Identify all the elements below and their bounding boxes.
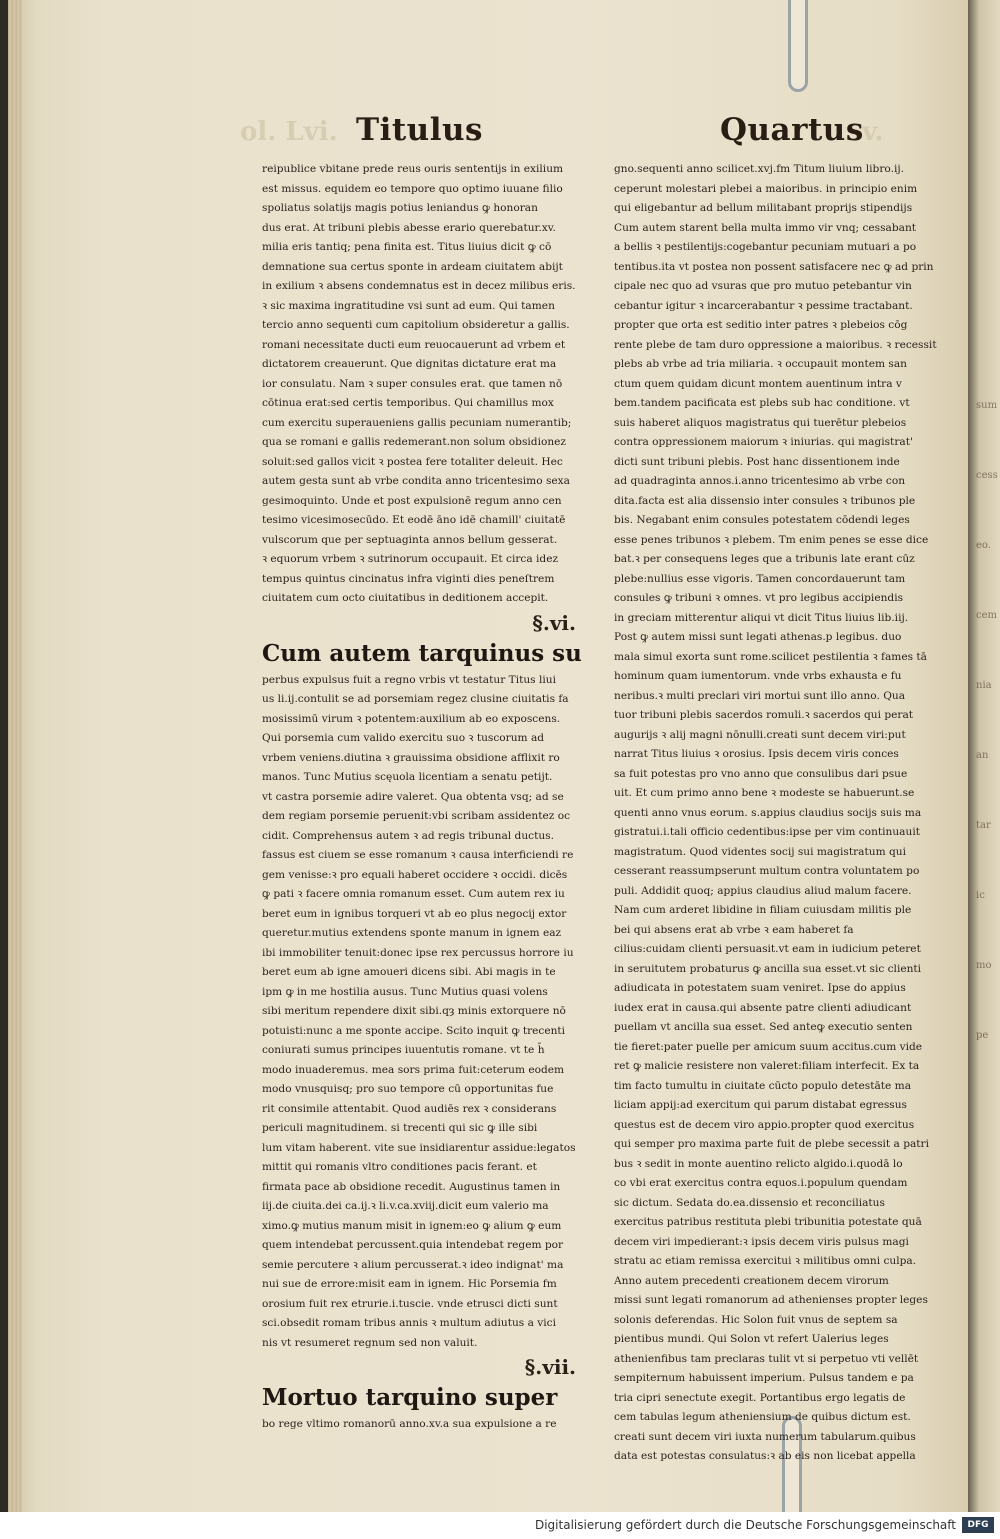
left-column-line: tercio anno sequenti cum capitolium obsideretur a gallis. xyxy=(262,319,570,331)
left-column-line: perbus expulsus fuit a regno vrbis vt testatur Titus liui xyxy=(262,673,556,686)
right-column-line: bus ꝛ sedit in monte auentino relicto algido.i.quodā lo xyxy=(614,1157,903,1170)
text-column-right xyxy=(614,160,952,1467)
right-column-line: puellam vt ancilla sua esset. Sed anteꝙ executio senten xyxy=(614,1021,913,1033)
right-column-line: tentibus.ita vt postea non possent satisfacere nec ꝙ ad prin xyxy=(614,260,934,273)
right-column-line: ctum quem quidam dicunt montem auentinum intra v xyxy=(614,377,902,390)
left-column-line: beret eum ab igne amoueri dicens sibi. Abi magis in te xyxy=(262,966,556,978)
left-column-line: qua se romani e gallis redemerant.non solum obsidionez xyxy=(262,436,567,448)
left-column-line: potuisti:nunc a me sponte accipe. Scito inquit ꝙ trecenti xyxy=(262,1024,566,1037)
right-column-line: mala simul exorta sunt rome.scilicet pestilentia ꝛ fames tā xyxy=(614,650,927,663)
right-column-line: neribus.ꝛ multi preclari viri mortui sunt illo anno. Qua xyxy=(614,689,906,702)
left-column-line: soluit:sed gallos vicit ꝛ postea fere totaliter deleuit. Hec xyxy=(262,455,563,468)
left-column-line: in exilium ꝛ absens condemnatus est in decez milibus eris. xyxy=(262,280,576,292)
right-column-line: qui semper pro maxima parte fuit de plebe secessit a patri xyxy=(614,1138,930,1150)
left-column-paragraph-3 xyxy=(262,1415,598,1435)
right-column-line: ad quadraginta annos.i.anno tricentesimo ab vrbe con xyxy=(614,475,906,487)
right-column-line: creati sunt decem viri iuxta numerum tabularum.quibus xyxy=(614,1430,916,1443)
right-column-line: sa fuit potestas pro vno anno que consulibus dari psue xyxy=(614,767,908,780)
left-column-line: demnatione sua certus sponte in ardeam ciuitatem abijt xyxy=(262,260,563,273)
right-column-line: co vbi erat exercitus contra equos.i.populum quendam xyxy=(614,1177,908,1189)
right-column-line: pientibus mundi. Qui Solon vt refert Ualerius leges xyxy=(614,1333,889,1345)
left-column-line: ipm ꝙ in me hostilia ausus. Tunc Mutius quasi volens xyxy=(262,985,548,998)
right-column-line: consules ꝙ tribuni ꝛ omnes. vt pro legibus accipiendis xyxy=(614,592,904,604)
left-column-line: beret eum in ignibus torqueri vt ab eo plus negocij extor xyxy=(262,907,567,920)
left-column-line: romani necessitate ducti eum reuocauerunt ad vrbem et xyxy=(262,338,566,351)
left-column-paragraph-2 xyxy=(262,671,598,1354)
right-column-line: liciam appij:ad exercitum qui parum distabat egressus xyxy=(614,1099,907,1111)
left-column-line: manos. Tunc Mutius scęuola licentiam a senatu petijt. xyxy=(262,771,553,783)
right-column-line: puli. Addidit quoq; appius claudius aliud malum facere. xyxy=(614,884,912,897)
show-through-text-right: v. xyxy=(862,117,884,147)
right-column-line: rente plebe de tam duro oppressione a maioribus. ꝛ recessit xyxy=(614,338,937,351)
right-column-text xyxy=(614,160,952,1467)
right-column-line: bis. Negabant enim consules potestatem cōdendi leges xyxy=(614,514,910,526)
left-column-line: tesimo vicesimosecūdo. Et eodē āno idē chamill' ciuitatē xyxy=(262,514,566,526)
right-column-line: gistratui.i.tali officio cedentibus:ipse per vim continuauit xyxy=(614,826,920,838)
left-column-line: gesimoquinto. Unde et post expulsionē regum anno cen xyxy=(262,494,562,507)
right-column-line: ceperunt molestari plebei a maioribus. in principio enim xyxy=(614,182,918,195)
left-column-paragraph-1 xyxy=(262,160,598,609)
left-column-line: modo inuaderemus. mea sors prima fuit:ceterum eodem xyxy=(262,1063,565,1076)
section-mark-6: §.vi. xyxy=(532,610,576,635)
right-column-line: dita.facta est alia dissensio inter consules ꝛ tribunos ple xyxy=(614,494,916,507)
right-column-line: sic dictum. Sedata do.ea.dissensio et reconciliatus xyxy=(614,1196,885,1209)
left-column-line: ximo.ꝙ mutius manum misit in ignem:eo ꝙ alium ꝙ eum xyxy=(262,1219,562,1232)
left-column-line: autem gesta sunt ab vrbe condita anno tricentesimo sexa xyxy=(262,475,570,487)
right-column-line: cesserant reassumpserunt multum contra voluntatem po xyxy=(614,865,920,877)
right-column-line: bei qui absens erat ab vrbe ꝛ eam haberet fa xyxy=(614,923,854,936)
left-column-line: firmata pace ab obsidione recedit. Augustinus tamen in xyxy=(262,1180,561,1193)
right-column-line: gno.sequenti anno scilicet.xvj.fm Titum liuium libro.ij. xyxy=(614,163,904,175)
left-column-line: nis vt resumeret regnum sed non valuit. xyxy=(262,1336,478,1349)
right-column-line: cipale nec quo ad vsuras que pro mutuo petebantur vin xyxy=(614,280,912,292)
left-column-line: semie percutere ꝛ alium percusserat.ꝛ ideo indignat' ma xyxy=(262,1258,564,1271)
left-column-line: dictatorem creauerunt. Que dignitas dictature erat ma xyxy=(262,358,557,370)
right-column-line: narrat Titus liuius ꝛ orosius. Ipsis decem viris conces xyxy=(614,748,899,760)
right-column-line: qui eligebantur ad bellum militabant proprijs stipendijs xyxy=(614,202,913,214)
right-column-line: magistratum. Quod videntes socij sui magistratum qui xyxy=(614,845,906,858)
right-column-line: questus est de decem viro appio.propter quod exercitus xyxy=(614,1118,915,1131)
right-column-line: stratu ac etiam remissa exercitui ꝛ militibus omni culpa. xyxy=(614,1255,917,1267)
facing-page-fragment: tar xyxy=(976,820,991,831)
show-through-text-left: ol. Lvi. xyxy=(240,117,338,147)
left-column-line: vt castra porsemie adire valeret. Qua obtenta vsq; ad se xyxy=(262,790,564,803)
right-column-line: plebs ab vrbe ad tria miliaria. ꝛ occupauit montem san xyxy=(614,358,907,370)
left-column-line: mittit qui romanis vltro conditiones pacis ferant. et xyxy=(262,1161,537,1173)
left-column-line: modo vnusquisq; pro suo tempore cū opportunitas fue xyxy=(262,1083,554,1095)
right-column-line: sempiternum habuissent imperium. Pulsus tandem e pa xyxy=(614,1372,914,1384)
left-column-line: sibi meritum rependere dixit sibi.qȝ minis extorquere nō xyxy=(262,1005,566,1017)
facing-page-fragment: nia xyxy=(976,680,992,691)
facing-page-fragment: cess xyxy=(976,470,998,481)
right-column-line: decem viri impedierant:ꝛ ipsis decem viris pulsus magi xyxy=(614,1235,909,1248)
left-column-line: ꝙ pati ꝛ facere omnia romanum esset. Cum autem rex iu xyxy=(262,888,565,900)
left-column-line: ciuitatem cum octo ciuitatibus in deditionem accepit. xyxy=(262,592,549,604)
facing-page-fragment: ic xyxy=(976,890,985,901)
left-column-line: cōtinua erat:sed certis temporibus. Qui chamillus mox xyxy=(262,397,554,409)
right-column-line: uit. Et cum primo anno bene ꝛ modeste se habuerunt.se xyxy=(614,787,915,799)
right-column-line: Anno autem precedenti creationem decem virorum xyxy=(614,1274,889,1287)
right-column-line: augurijs ꝛ alij magni nōnulli.creati sunt decem viri:put xyxy=(614,728,906,741)
left-column-line: milia eris tantiq; pena finita est. Titus liuius dicit ꝙ cō xyxy=(262,241,552,253)
left-column-line: nui sue de errore:misit eam in ignem. Hic Porsemia fm xyxy=(262,1278,557,1290)
facing-page-fragment: eo. xyxy=(976,540,991,551)
right-column-line: cilius:cuidam clienti persuasit.vt eam in iudicium peteret xyxy=(614,943,921,955)
left-column-line: sci.obsedit romam tribus annis ꝛ multum adiutus a vici xyxy=(262,1317,556,1329)
right-column-line: adiudicata in potestatem suam veniret. Ipse do appius xyxy=(614,982,906,994)
left-column-line: bo rege vltimo romanorū anno.xv.a sua expulsione a re xyxy=(262,1418,557,1430)
right-column-line: data est potestas consulatus:ꝛ ab eis non licebat appella xyxy=(614,1450,916,1462)
left-column-line: gem venisse:ꝛ pro equali haberet occidere ꝛ occidi. dicēs xyxy=(262,868,568,881)
left-column-line: vrbem veniens.diutina ꝛ grauissima obsidione afflixit ro xyxy=(262,751,560,764)
right-column-line: in greciam mitterentur aliqui vt dicit Titus liuius lib.iij. xyxy=(614,611,909,624)
facing-page-fragment: cem xyxy=(976,610,998,621)
right-column-line: cebantur igitur ꝛ incarcerabantur ꝛ pessime tractabant. xyxy=(614,299,913,312)
left-column-line: ꝛ equorum vrbem ꝛ sutrinorum occupauit. Et circa idez xyxy=(262,553,559,565)
right-column-line: quenti anno vnus eorum. s.appius claudius socijs suis ma xyxy=(614,806,922,819)
facing-page-fragment: an xyxy=(976,750,989,761)
right-column-line: in seruitutem probaturus ꝙ ancilla sua esset.vt sic clienti xyxy=(614,962,922,975)
right-column-line: Post ꝙ autem missi sunt legati athenas.p legibus. duo xyxy=(614,631,902,643)
facing-page-glimpse xyxy=(972,0,1000,1512)
left-column-line: mosissimū virum ꝛ potentem:auxilium ab eo exposcens. xyxy=(262,712,561,725)
right-column-line: Cum autem starent bella multa immo vir vnq; cessabant xyxy=(614,221,917,234)
facing-page-fragment: sum xyxy=(976,400,998,411)
left-column-line: coniurati sumus principes iuuentutis romane. vt te h̄ xyxy=(262,1044,545,1056)
left-column-line: queretur.mutius extendens sponte manum in ignem eaz xyxy=(262,927,562,939)
right-column-line: suis haberet aliquos magistratus qui tuerētur plebeios xyxy=(614,416,907,429)
funding-credit: Digitalisierung gefördert durch die Deutsche Forschungsgemeinschaft xyxy=(534,1518,956,1532)
right-column-line: missi sunt legati romanorum ad athenienses propter leges xyxy=(614,1294,928,1306)
section-7-incipit: Mortuo tarquino super xyxy=(262,1384,558,1411)
left-column-line: dus erat. At tribuni plebis abesse erario querebatur.xv. xyxy=(262,221,556,234)
left-column-line: orosium fuit rex etrurie.i.tuscie. vnde etrusci dicti sunt xyxy=(262,1297,558,1310)
section-mark-7: §.vii. xyxy=(524,1355,576,1379)
left-column-line: est missus. equidem eo tempore quo optimo iuuane filio xyxy=(262,182,563,195)
left-column-line: dem regiam porsemie peruenit:vbi scribam assidentez oc xyxy=(262,810,571,822)
left-column-line: ior consulatu. Nam ꝛ super consules erat. que tamen nō xyxy=(262,377,563,390)
right-column-line: tim facto tumultu in ciuitate cūcto populo detestāte ma xyxy=(614,1079,912,1092)
right-column-line: exercitus patribus restituta plebi tribunitia potestate quā xyxy=(614,1216,922,1228)
left-column-line: lum vitam haberent. vite sue insidiarentur assidue:legatos xyxy=(262,1141,576,1154)
left-column-line: cum exercitu superaueniens gallis pecuniam numerantib; xyxy=(262,416,572,429)
right-column-line: tuor tribuni plebis sacerdos romuli.ꝛ sacerdos qui perat xyxy=(614,709,914,721)
left-column-line: tempus quintus cincinatus infra viginti dies peneſtrem xyxy=(262,572,555,585)
right-column-line: a bellis ꝛ pestilentijs:cogebantur pecuniam mutuari a po xyxy=(614,241,917,253)
text-column-left xyxy=(262,160,598,1435)
running-head-left: Titulus xyxy=(356,112,483,148)
left-column-line: ibi immobiliter tenuit:donec ipse rex percussus horrore iu xyxy=(262,946,574,959)
dfg-logo: DFG xyxy=(962,1517,994,1533)
digitization-footer xyxy=(0,1512,1000,1539)
left-column-line: iij.de ciuita.dei ca.ij.ꝛ li.v.ca.xviij.dicit eum valerio ma xyxy=(262,1200,549,1212)
page-stack-edge xyxy=(8,0,22,1512)
left-column-line: cidit. Comprehensus autem ꝛ ad regis tribunal ductus. xyxy=(262,829,554,842)
right-column-line: bem.tandem pacificata est plebs sub hac conditione. vt xyxy=(614,397,910,409)
right-column-line: tria cipri senectute exegit. Portantibus ergo legatis de xyxy=(614,1391,906,1404)
facing-page-fragment: pe xyxy=(976,1030,989,1041)
right-column-line: solonis deferendas. Hic Solon fuit vnus de septem sa xyxy=(614,1313,898,1326)
left-column-line: Qui porsemia cum valido exercitu suo ꝛ tuscorum ad xyxy=(262,732,545,744)
right-column-line: athenienfibus tam preclaras tulit vt si perpetuo vti vellēt xyxy=(614,1352,919,1365)
section-6-incipit: Cum autem tarquinus su xyxy=(262,639,582,667)
right-column-line: cem tabulas legum atheniensium de quibus dictum est. xyxy=(614,1411,911,1423)
left-column-line: spoliatus solatijs magis potius leniandus ꝙ honoran xyxy=(262,202,538,214)
right-column-line: contra oppressionem maiorum ꝛ iniurias. qui magistrat' xyxy=(614,436,913,448)
left-column-line: us li.ij.contulit se ad porsemiam regez clusine ciuitatis fa xyxy=(262,693,569,705)
left-column-line: vulscorum que per septuaginta annos bellum gesserat. xyxy=(262,533,558,546)
left-column-line: ꝛ sic maxima ingratitudine vsi sunt ad eum. Qui tamen xyxy=(262,299,555,312)
left-column-line: reipublice vbitane prede reus ouris sententijs in exilium xyxy=(262,163,564,175)
left-column-line: fassus est ciuem se esse romanum ꝛ causa interficiendi re xyxy=(262,849,574,861)
right-column-line: hominum quam iumentorum. vnde vrbs exhausta e fu xyxy=(614,670,902,682)
right-column-line: plebe:nullius esse vigoris. Tamen concordauerunt tam xyxy=(614,572,906,585)
right-column-line: iudex erat in causa.qui absente patre clienti adiudicant xyxy=(614,1001,912,1014)
right-column-line: ret ꝙ malicie resistere non valeret:filiam interfecit. Ex ta xyxy=(614,1060,920,1072)
right-column-line: tie fieret:pater puelle per amicum suum accitus.cum vide xyxy=(614,1040,923,1053)
paper-clip-top xyxy=(788,0,808,92)
right-column-line: Nam cum arderet libidine in filiam cuiusdam militis ple xyxy=(614,904,912,916)
left-column-line: quem intendebat percussent.quia intendebat regem por xyxy=(262,1239,564,1251)
running-head-right: Quartus xyxy=(720,112,864,148)
right-column-line: esse penes tribunos ꝛ plebem. Tm enim penes se esse dice xyxy=(614,533,929,546)
facing-page-fragment: mo xyxy=(976,960,992,971)
right-column-line: dicti sunt tribuni plebis. Post hanc dissentionem inde xyxy=(614,455,900,468)
left-column-line: rit consimile attentabit. Quod audiēs rex ꝛ considerans xyxy=(262,1102,557,1115)
right-column-line: bat.ꝛ per consequens leges que a tribunis late erant cūz xyxy=(614,553,915,565)
right-column-line: propter que orta est seditio inter patres ꝛ plebeios cōg xyxy=(614,319,908,331)
left-column-line: periculi magnitudinem. si trecenti qui sic ꝙ ille sibi xyxy=(262,1122,538,1134)
